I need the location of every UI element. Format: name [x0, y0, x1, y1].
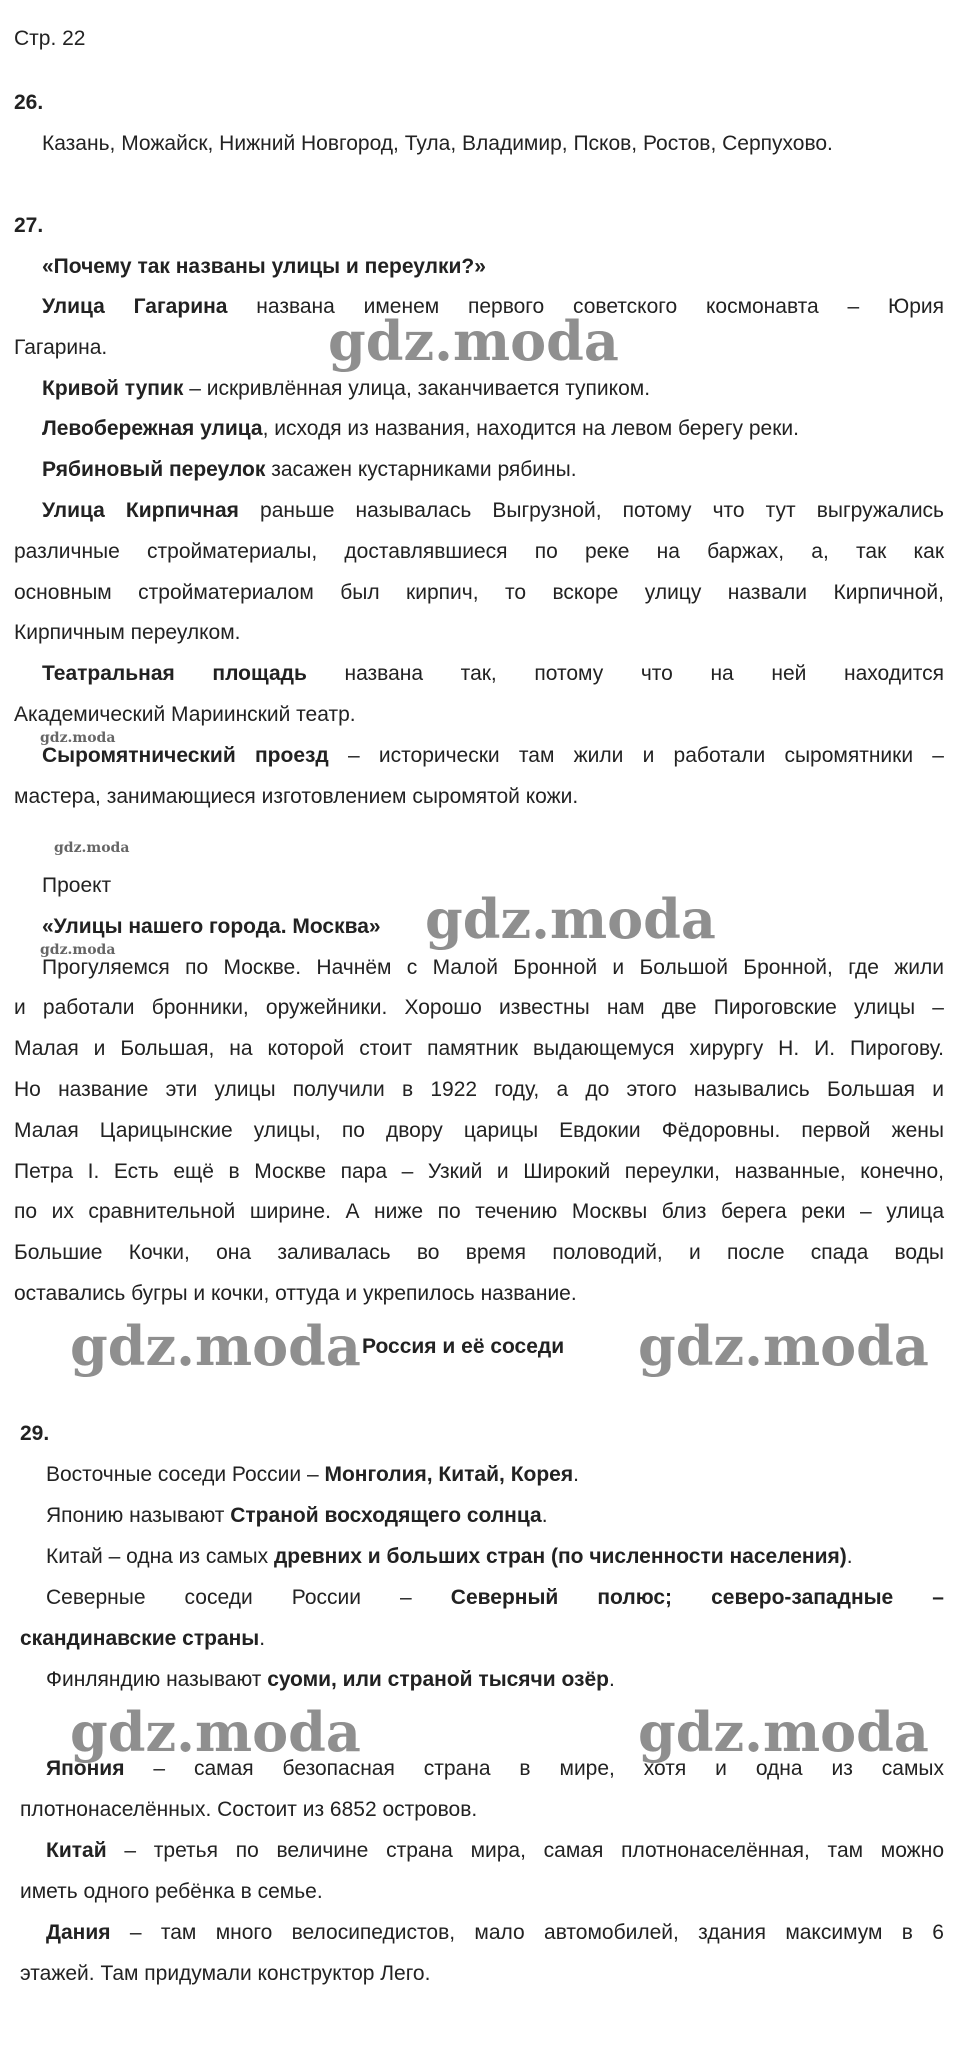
project-label: Проект [42, 874, 112, 897]
project-text-line7: по их сравнительной ширине. А ниже по течению Москвы близ берега реки – улица [14, 1200, 944, 1223]
street-item-gagarin-line2: Гагарина. [14, 336, 108, 359]
answer-line-4b: скандинавские страны. [20, 1627, 266, 1650]
street-item-teatralnaya-line2: Академический Мариинский театр. [14, 703, 356, 726]
country-item-japan-line2: плотнонаселённых. Состоит из 6852 островов. [20, 1798, 478, 1821]
project-title: «Улицы нашего города. Москва» [42, 915, 381, 938]
watermark-large: gdz.moda [638, 1314, 929, 1378]
country-item-denmark-line1: Дания – там много велосипедистов, мало автомобилей, здания максимум в 6 [46, 1921, 944, 1944]
project-text-line3: Малая и Большая, на которой стоит памятник выдающемуся хирургу Н. И. Пирогову. [14, 1037, 944, 1060]
watermark-small: gdz.moda [54, 840, 130, 856]
street-item-ryabinovy: Рябиновый переулок засажен кустарниками рябины. [42, 458, 577, 481]
exercise-number-29: 29. [20, 1422, 50, 1445]
answer-line-2: Японию называют Страной восходящего солнца. [46, 1504, 548, 1527]
watermark-small: gdz.moda [40, 942, 116, 958]
country-item-denmark-line2: этажей. Там придумали конструктор Лего. [20, 1962, 431, 1985]
street-item-kirpichnaya-line3: основным стройматериалом был кирпич, то вскоре улицу назвали Кирпичной, [14, 581, 944, 604]
project-text-line9: оставались бугры и кочки, оттуда и укрепилось название. [14, 1282, 577, 1305]
watermark-large: gdz.moda [70, 1314, 361, 1378]
section-heading-russia: Россия и её соседи [362, 1335, 565, 1358]
exercise-number-26: 26. [14, 91, 44, 114]
answer-line-4a: Северные соседи России – Северный полюс; северо-западные – [46, 1586, 944, 1609]
watermark-large: gdz.moda [638, 1700, 929, 1764]
project-text-line5: Малая Царицынские улицы, по двору царицы Евдокии Фёдоровны. первой жены [14, 1119, 944, 1142]
country-item-china-line1: Китай – третья по величине страна мира, самая плотнонаселённая, там можно [46, 1839, 945, 1862]
watermark-large: gdz.moda [70, 1700, 361, 1764]
street-item-kirpichnaya-line1: Улица Кирпичная раньше называлась Выгрузной, потому что тут выгружались [42, 499, 944, 522]
answer-line-1: Восточные соседи России – Монголия, Китай, Корея. [46, 1463, 579, 1486]
project-text-line8: Большие Кочки, она заливалась во время половодий, и после спада воды [14, 1241, 944, 1264]
section-title-27: «Почему так названы улицы и переулки?» [42, 255, 486, 278]
country-item-china-line2: иметь одного ребёнка в семье. [20, 1880, 323, 1903]
page-label: Стр. 22 [14, 27, 86, 50]
project-text-line6: Петра I. Есть ещё в Москве пара – Узкий и Широкий переулки, названные, конечно, [14, 1160, 944, 1183]
watermark-large: gdz.moda [328, 309, 619, 373]
street-item-syromyatnichesky-line2: мастера, занимающиеся изготовлением сыромятой кожи. [14, 785, 579, 808]
watermark-large: gdz.moda [425, 887, 716, 951]
answer-line-3: Китай – одна из самых древних и больших стран (по численности населения). [46, 1545, 853, 1568]
street-item-krivoy: Кривой тупик – искривлённая улица, заканчивается тупиком. [42, 377, 651, 400]
project-text-line2: и работали бронники, оружейники. Хорошо известны нам две Пироговские улицы – [14, 996, 944, 1019]
street-item-levoberezhnaya: Левобережная улица, исходя из названия, находится на левом берегу реки. [42, 417, 799, 440]
street-item-teatralnaya-line1: Театральная площадь названа так, потому что на ней находится [42, 662, 944, 685]
street-item-kirpichnaya-line2: различные стройматериалы, доставлявшиеся по реке на баржах, а, так как [14, 540, 944, 563]
street-item-syromyatnichesky-line1: Сыромятнический проезд – исторически там жили и работали сыромятники – [42, 744, 944, 767]
project-text-line4: Но название эти улицы получили в 1922 году, а до этого назывались Большая и [14, 1078, 944, 1101]
street-item-gagarin-line1: Улица Гагарина названа именем первого советского космонавта – Юрия [42, 295, 944, 318]
exercise-number-27: 27. [14, 214, 44, 237]
country-item-japan-line1: Япония – самая безопасная страна в мире, хотя и одна из самых [46, 1757, 944, 1780]
watermark-small: gdz.moda [40, 730, 116, 746]
cities-list: Казань, Можайск, Нижний Новгород, Тула, Владимир, Псков, Ростов, Серпухово. [42, 132, 833, 155]
answer-line-5: Финляндию называют суоми, или страной тысячи озёр. [46, 1668, 615, 1691]
street-item-kirpichnaya-line4: Кирпичным переулком. [14, 621, 241, 644]
project-text-line1: Прогуляемся по Москве. Начнём с Малой Бронной и Большой Бронной, где жили [42, 956, 944, 979]
